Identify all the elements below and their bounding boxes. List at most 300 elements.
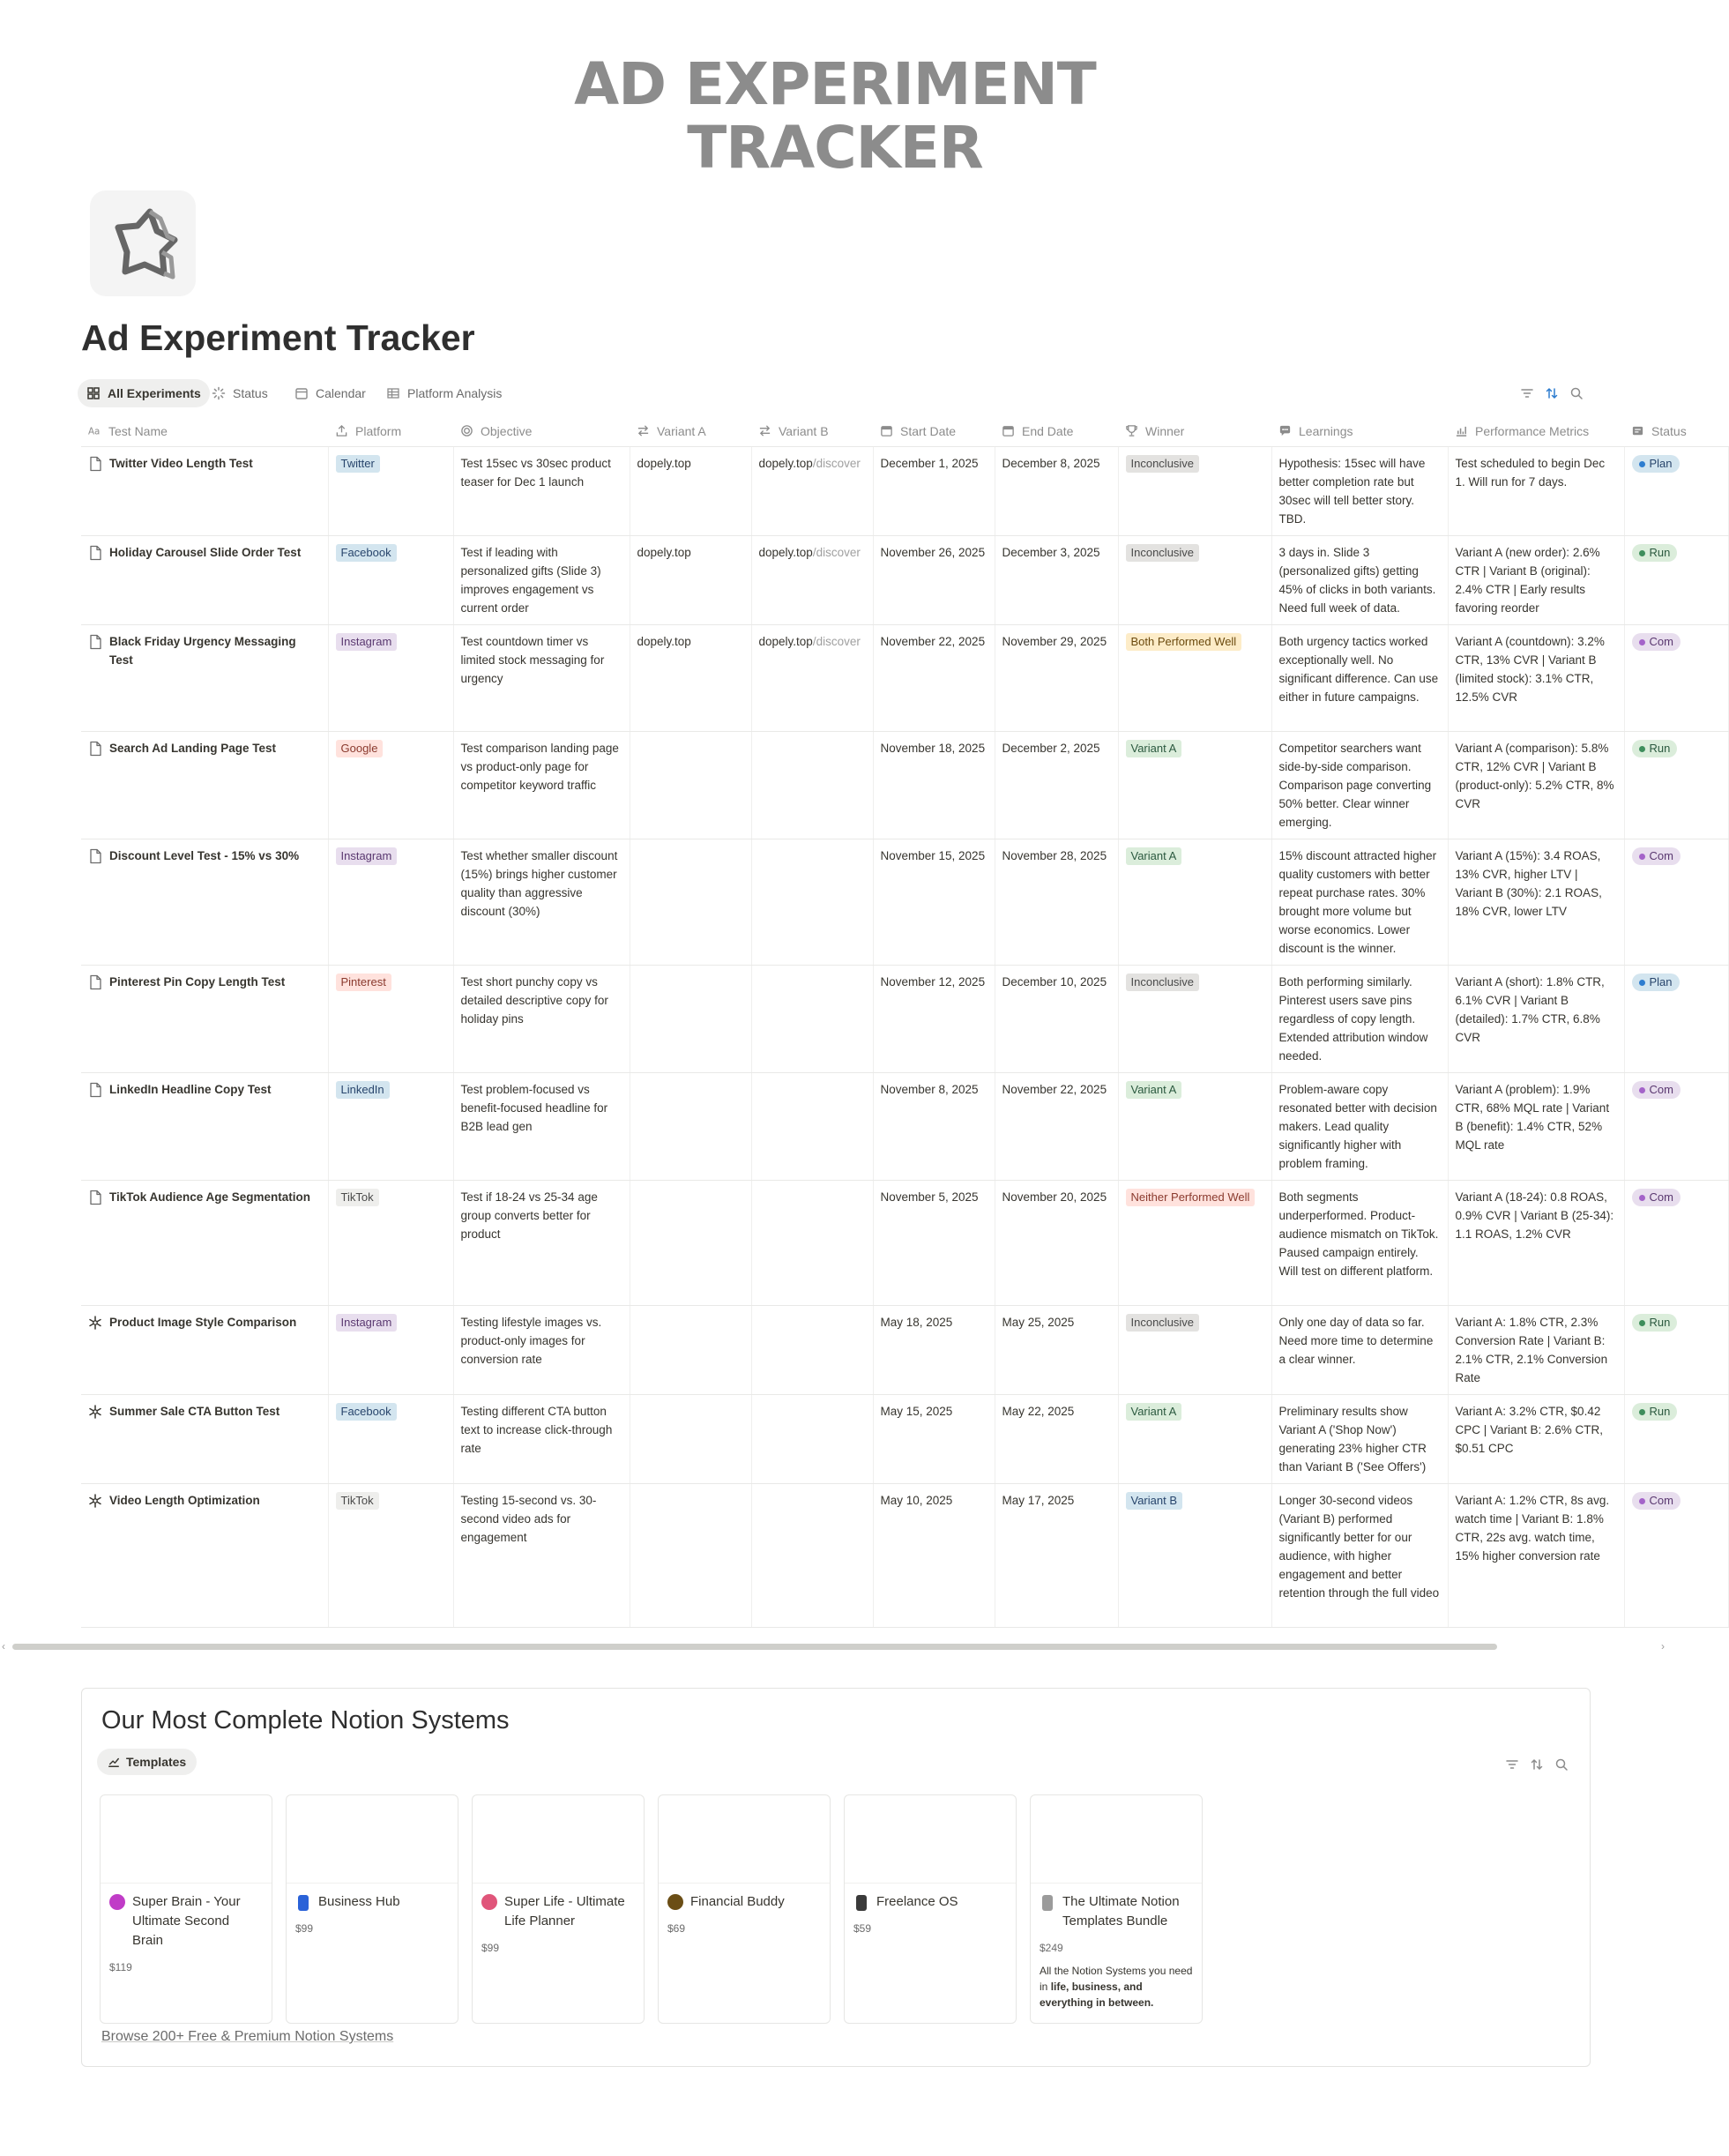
status-badge — [1632, 1492, 1681, 1510]
start-date-cell[interactable] — [873, 1305, 995, 1394]
column-header-platform[interactable] — [328, 416, 453, 446]
status-cell[interactable] — [1624, 1305, 1728, 1394]
status-badge — [1632, 1081, 1681, 1099]
objective-cell[interactable] — [453, 839, 630, 965]
test-name-cell[interactable] — [81, 1072, 328, 1180]
metrics-text: Variant A (new order): 2.6% CTR | Variant B (original): 2.4% CTR | Early results favoring reorder — [1455, 545, 1600, 615]
status-cell[interactable] — [1624, 535, 1728, 624]
performance-metrics-cell[interactable] — [1448, 1180, 1624, 1305]
status-dot-icon — [1639, 1320, 1645, 1326]
learnings-text: Hypothesis: 15sec will have better completion rate but 30sec will tell better story. TBD. — [1278, 456, 1426, 526]
page-icon — [88, 973, 102, 990]
card-title: Financial Buddy — [690, 1894, 785, 1909]
winner-cell[interactable] — [1118, 624, 1271, 731]
table-row[interactable] — [81, 731, 1728, 839]
winner-tag: Inconclusive — [1126, 544, 1200, 562]
learnings-cell[interactable] — [1271, 1305, 1448, 1394]
status-label: Com — [1649, 1083, 1673, 1096]
learnings-text: Longer 30-second videos (Variant B) performed significantly better for our audience, with higher engagement and better retention through the full video — [1278, 1493, 1440, 1600]
calendar-icon — [294, 386, 309, 400]
sort-icon[interactable] — [1530, 1757, 1544, 1772]
status-dot-icon — [1639, 854, 1645, 860]
scrollbar-thumb[interactable] — [12, 1644, 1497, 1650]
performance-metrics-cell[interactable] — [1448, 731, 1624, 839]
variant-b-link[interactable] — [759, 457, 861, 470]
tab-all-experiments[interactable] — [78, 379, 210, 407]
loader-icon — [212, 386, 226, 400]
table-row[interactable] — [81, 1072, 1728, 1180]
test-name: Product Image Style Comparison — [109, 1315, 297, 1329]
platform-tag: LinkedIn — [336, 1081, 390, 1099]
snowflake-icon — [88, 1491, 102, 1509]
variant-b-cell[interactable] — [751, 446, 873, 535]
end-date: November 20, 2025 — [1002, 1190, 1107, 1204]
learnings-text: Both urgency tactics worked exceptionally well. No significant difference. Can use either in future campaigns. — [1278, 634, 1439, 704]
table-row[interactable] — [81, 1180, 1728, 1305]
platform-cell[interactable] — [328, 1394, 453, 1483]
tab-calendar[interactable] — [286, 379, 375, 407]
variant-a-cell[interactable] — [630, 446, 751, 535]
status-dot-icon — [1639, 746, 1645, 752]
start-date-cell[interactable] — [873, 535, 995, 624]
template-card[interactable] — [1030, 1794, 1203, 2024]
scroll-right-icon[interactable]: › — [1661, 1640, 1665, 1652]
objective-text: Test if leading with personalized gifts (Slide 3) improves engagement vs current order — [460, 545, 601, 615]
horizontal-scrollbar[interactable] — [0, 1640, 1670, 1652]
table-row[interactable] — [81, 446, 1728, 535]
card-cover — [287, 1795, 458, 1884]
variant-a-cell[interactable] — [630, 731, 751, 839]
page-icon — [88, 632, 102, 650]
platform-tag: TikTok — [336, 1189, 379, 1206]
variant-a-cell[interactable] — [630, 1483, 751, 1627]
column-header-end-date[interactable] — [995, 416, 1118, 446]
status-dot-icon — [1639, 1195, 1645, 1201]
performance-metrics-cell[interactable] — [1448, 1394, 1624, 1483]
platform-tag: Facebook — [336, 544, 397, 562]
end-date: December 10, 2025 — [1002, 974, 1107, 988]
tab-templates[interactable] — [97, 1749, 197, 1775]
filter-icon[interactable] — [1520, 386, 1534, 400]
variant-a-link: dopely.top — [637, 545, 691, 559]
column-header-label: Test Name — [108, 423, 168, 438]
variant-a-cell[interactable] — [630, 1180, 751, 1305]
learnings-cell[interactable] — [1271, 1394, 1448, 1483]
status-cell[interactable] — [1624, 446, 1728, 535]
experiments-table — [81, 416, 1687, 1621]
performance-metrics-cell[interactable] — [1448, 965, 1624, 1072]
template-card[interactable] — [472, 1794, 645, 2024]
learnings-cell[interactable] — [1271, 624, 1448, 731]
table-row[interactable] — [81, 839, 1728, 965]
learnings-cell[interactable] — [1271, 1483, 1448, 1627]
variant-b-cell[interactable] — [751, 1305, 873, 1394]
column-header-label: Variant A — [657, 423, 706, 438]
notion-systems-section — [81, 1688, 1591, 2067]
learnings-text: Preliminary results show Variant A ('Shop Now') generating 23% higher CTR than Variant B ('See Offers') — [1278, 1404, 1427, 1473]
column-header-performance-metrics[interactable] — [1448, 416, 1624, 446]
metrics-text: Variant A: 3.2% CTR, $0.42 CPC | Variant B: 2.6% CTR, $0.51 CPC — [1455, 1404, 1604, 1455]
end-date: May 17, 2025 — [1002, 1493, 1075, 1507]
filter-icon[interactable] — [1505, 1757, 1519, 1772]
test-name-cell[interactable] — [81, 1483, 328, 1627]
objective-cell[interactable] — [453, 1072, 630, 1180]
table-row[interactable] — [81, 1394, 1728, 1483]
status-dot-icon — [1639, 1409, 1645, 1415]
learnings-cell[interactable] — [1271, 731, 1448, 839]
start-date-cell[interactable] — [873, 1072, 995, 1180]
test-name-cell[interactable] — [81, 1305, 328, 1394]
start-date-cell[interactable] — [873, 839, 995, 965]
start-date-cell[interactable] — [873, 446, 995, 535]
column-header-start-date[interactable] — [873, 416, 995, 446]
column-header-label: Performance Metrics — [1475, 423, 1590, 438]
platform-cell[interactable] — [328, 535, 453, 624]
start-date-cell[interactable] — [873, 731, 995, 839]
variant-b-path: /discover — [812, 634, 861, 648]
table-row[interactable] — [81, 1305, 1728, 1394]
end-date: December 8, 2025 — [1002, 456, 1100, 470]
objective-cell[interactable] — [453, 1305, 630, 1394]
end-date-cell[interactable] — [995, 1305, 1118, 1394]
test-name-cell[interactable] — [81, 839, 328, 965]
test-name-cell[interactable] — [81, 965, 328, 1072]
start-date-cell[interactable] — [873, 624, 995, 731]
learnings-text: 15% discount attracted higher quality customers with better repeat purchase rates. 30% brought more volume but worse economics. Lower discount is the winner. — [1278, 848, 1437, 955]
column-header-variant-a[interactable] — [630, 416, 751, 446]
start-date: November 18, 2025 — [880, 741, 986, 755]
variant-b-link[interactable] — [759, 546, 861, 559]
target-icon — [460, 424, 473, 437]
title-icon — [88, 424, 101, 437]
column-header-label: Learnings — [1299, 423, 1353, 438]
performance-metrics-cell[interactable] — [1448, 624, 1624, 731]
test-name: Holiday Carousel Slide Order Test — [109, 545, 302, 559]
sort-icon[interactable] — [1545, 386, 1559, 400]
column-header-winner[interactable] — [1118, 416, 1271, 446]
tab-status[interactable] — [203, 379, 277, 407]
test-name: TikTok Audience Age Segmentation — [109, 1190, 311, 1204]
variant-b-cell[interactable] — [751, 1072, 873, 1180]
variant-b-cell[interactable] — [751, 839, 873, 965]
browse-link[interactable]: Browse 200+ Free & Premium Notion Systems — [101, 2029, 394, 2044]
test-name: LinkedIn Headline Copy Test — [109, 1082, 272, 1096]
performance-metrics-cell[interactable] — [1448, 446, 1624, 535]
platform-cell[interactable] — [328, 1305, 453, 1394]
performance-metrics-cell[interactable] — [1448, 839, 1624, 965]
table-icon — [386, 386, 400, 400]
objective-text: Testing 15-second vs. 30-second video ads for engagement — [460, 1493, 597, 1544]
objective-text: Test if 18-24 vs 25-34 age group converts better for product — [460, 1190, 598, 1241]
test-name-cell[interactable] — [81, 1180, 328, 1305]
platform-cell[interactable] — [328, 965, 453, 1072]
variant-a-cell[interactable] — [630, 535, 751, 624]
winner-tag: Neither Performed Well — [1126, 1189, 1256, 1206]
learnings-cell[interactable] — [1271, 446, 1448, 535]
start-date: November 12, 2025 — [880, 974, 986, 988]
scroll-left-icon[interactable]: ‹ — [2, 1640, 5, 1652]
winner-tag: Variant A — [1126, 1403, 1182, 1421]
end-date-cell[interactable] — [995, 1072, 1118, 1180]
variant-b-cell[interactable] — [751, 1394, 873, 1483]
metrics-text: Variant A (problem): 1.9% CTR, 68% MQL rate | Variant B (benefit): 1.4% CTR, 52% MQL rate — [1455, 1082, 1610, 1152]
platform-cell[interactable] — [328, 1072, 453, 1180]
end-date: November 28, 2025 — [1002, 848, 1107, 862]
test-name-cell[interactable] — [81, 731, 328, 839]
brain-icon — [109, 1894, 125, 1910]
variant-b-cell[interactable] — [751, 965, 873, 1072]
end-date-cell[interactable] — [995, 535, 1118, 624]
objective-cell[interactable] — [453, 1394, 630, 1483]
platform-tag: Facebook — [336, 1403, 397, 1421]
column-header-objective[interactable] — [453, 416, 630, 446]
winner-cell[interactable] — [1118, 731, 1271, 839]
trophy-icon — [1125, 424, 1138, 437]
objective-cell[interactable] — [453, 446, 630, 535]
metrics-text: Variant A (short): 1.8% CTR, 6.1% CVR | Variant B (detailed): 1.7% CTR, 6.8% CVR — [1455, 974, 1605, 1044]
learnings-text: 3 days in. Slide 3 (personalized gifts) getting 45% of clicks in both variants. Need full week of data. — [1278, 545, 1436, 615]
table-row[interactable] — [81, 624, 1728, 731]
platform-tag: Instagram — [336, 1314, 398, 1332]
page-title: Ad Experiment Tracker — [81, 317, 475, 358]
card-cover — [845, 1795, 1016, 1884]
table-header-row — [81, 416, 1728, 446]
tab-platform-analysis[interactable] — [377, 379, 511, 407]
start-date: November 5, 2025 — [880, 1190, 979, 1204]
performance-metrics-cell[interactable] — [1448, 1483, 1624, 1627]
performance-metrics-cell[interactable] — [1448, 1072, 1624, 1180]
column-header-status[interactable] — [1624, 416, 1728, 446]
winner-cell[interactable] — [1118, 535, 1271, 624]
variant-b-cell[interactable] — [751, 535, 873, 624]
objective-cell[interactable] — [453, 535, 630, 624]
table-row[interactable] — [81, 535, 1728, 624]
laptop-icon — [856, 1895, 867, 1911]
objective-text: Test whether smaller discount (15%) brings higher customer quality than aggressive discount (30%) — [460, 848, 618, 918]
search-icon[interactable] — [1554, 1757, 1569, 1772]
card-price: $69 — [667, 1922, 686, 1935]
table-row[interactable] — [81, 965, 1728, 1072]
card-price: $119 — [109, 1961, 132, 1973]
status-cell[interactable] — [1624, 1180, 1728, 1305]
platform-cell[interactable] — [328, 731, 453, 839]
table-row[interactable] — [81, 1483, 1728, 1627]
learnings-cell[interactable] — [1271, 1072, 1448, 1180]
learnings-cell[interactable] — [1271, 1180, 1448, 1305]
platform-cell[interactable] — [328, 446, 453, 535]
test-name-cell[interactable] — [81, 535, 328, 624]
end-date: December 3, 2025 — [1002, 545, 1100, 559]
metrics-text: Variant A (18-24): 0.8 ROAS, 0.9% CVR | Variant B (25-34): 1.1 ROAS, 1.2% CVR — [1455, 1190, 1614, 1241]
card-title: Super Brain - Your Ultimate Second Brain — [132, 1894, 241, 1948]
winner-tag: Inconclusive — [1126, 455, 1200, 473]
page-icon — [88, 847, 102, 864]
winner-cell[interactable] — [1118, 1072, 1271, 1180]
variant-a-cell[interactable] — [630, 624, 751, 731]
template-card[interactable] — [844, 1794, 1017, 2024]
template-card[interactable] — [100, 1794, 272, 2024]
card-cover — [1031, 1795, 1202, 1884]
status-cell[interactable] — [1624, 1394, 1728, 1483]
end-date-cell[interactable] — [995, 839, 1118, 965]
start-date: May 15, 2025 — [880, 1404, 953, 1418]
board-icon — [86, 386, 101, 400]
winner-cell[interactable] — [1118, 1394, 1271, 1483]
variant-b-domain: dopely.top — [758, 634, 813, 648]
status-cell[interactable] — [1624, 839, 1728, 965]
winner-cell[interactable] — [1118, 839, 1271, 965]
end-date-cell[interactable] — [995, 446, 1118, 535]
card-price: $59 — [853, 1922, 872, 1935]
performance-metrics-cell[interactable] — [1448, 535, 1624, 624]
card-title: Super Life - Ultimate Life Planner — [504, 1894, 625, 1928]
variant-a-cell[interactable] — [630, 1305, 751, 1394]
banner-title-line-2: TRACKER — [687, 114, 983, 182]
platform-tag: Instagram — [336, 633, 398, 651]
learnings-cell[interactable] — [1271, 839, 1448, 965]
start-date-cell[interactable] — [873, 965, 995, 1072]
winner-cell[interactable] — [1118, 446, 1271, 535]
metrics-text: Variant A: 1.8% CTR, 2.3% Conversion Rate | Variant B: 2.1% CTR, 2.1% Conversion Rate — [1455, 1315, 1608, 1384]
test-name-cell[interactable] — [81, 624, 328, 731]
learnings-text: Only one day of data so far. Need more time to determine a clear winner. — [1278, 1315, 1434, 1366]
objective-text: Test 15sec vs 30sec product teaser for Dec 1 launch — [460, 456, 611, 489]
end-date-cell[interactable] — [995, 1180, 1118, 1305]
platform-cell[interactable] — [328, 839, 453, 965]
building-icon — [298, 1895, 309, 1911]
variant-a-link: dopely.top — [637, 634, 691, 648]
objective-cell[interactable] — [453, 1483, 630, 1627]
card-title: Business Hub — [318, 1894, 400, 1909]
variant-b-link[interactable] — [759, 635, 861, 648]
star-outline-icon — [101, 201, 185, 286]
trend-chart-icon — [108, 1756, 120, 1768]
winner-cell[interactable] — [1118, 1180, 1271, 1305]
column-header-label: Platform — [355, 423, 402, 438]
status-label: Com — [1649, 1190, 1673, 1204]
card-cover — [659, 1795, 830, 1884]
card-price: $249 — [1040, 1942, 1063, 1954]
start-date: November 26, 2025 — [880, 545, 986, 559]
status-label: Com — [1649, 1494, 1673, 1507]
objective-cell[interactable] — [453, 731, 630, 839]
start-date: December 1, 2025 — [880, 456, 979, 470]
variant-b-cell[interactable] — [751, 1483, 873, 1627]
status-dot-icon — [1639, 1498, 1645, 1504]
page-icon — [88, 1080, 102, 1098]
status-label: Run — [1649, 546, 1671, 559]
status-badge — [1632, 1314, 1678, 1332]
search-icon[interactable] — [1569, 386, 1584, 400]
column-header-learnings[interactable] — [1271, 416, 1448, 446]
start-date-cell[interactable] — [873, 1394, 995, 1483]
winner-tag: Variant A — [1126, 1081, 1182, 1099]
end-date-cell[interactable] — [995, 731, 1118, 839]
card-cover — [101, 1795, 272, 1884]
status-label: Run — [1649, 742, 1671, 755]
card-title: The Ultimate Notion Templates Bundle — [1062, 1894, 1180, 1928]
winner-tag: Variant A — [1126, 847, 1182, 865]
column-header-test-name[interactable] — [81, 416, 328, 446]
test-name-cell[interactable] — [81, 446, 328, 535]
table-body — [81, 446, 1728, 1627]
page-icon — [88, 1188, 102, 1205]
variant-a-cell[interactable] — [630, 839, 751, 965]
winner-tag: Both Performed Well — [1126, 633, 1242, 651]
status-cell[interactable] — [1624, 965, 1728, 1072]
objective-cell[interactable] — [453, 624, 630, 731]
platform-cell[interactable] — [328, 624, 453, 731]
calendar-icon — [880, 424, 893, 437]
winner-cell[interactable] — [1118, 1305, 1271, 1394]
column-header-label: Objective — [481, 423, 533, 438]
end-date-cell[interactable] — [995, 965, 1118, 1072]
variant-a-link: dopely.top — [637, 456, 691, 470]
learnings-cell[interactable] — [1271, 965, 1448, 1072]
banner-title-line-1: AD EXPERIMENT — [574, 50, 1096, 118]
winner-tag: Inconclusive — [1126, 974, 1200, 991]
objective-text: Testing different CTA button text to increase click-through rate — [460, 1404, 613, 1455]
objective-cell[interactable] — [453, 1180, 630, 1305]
cover-banner — [0, 50, 1670, 182]
learnings-cell[interactable] — [1271, 535, 1448, 624]
performance-metrics-cell[interactable] — [1448, 1305, 1624, 1394]
tab-label: All Experiments — [108, 386, 201, 400]
status-dot-icon — [1639, 1087, 1645, 1093]
metrics-text: Variant A (countdown): 3.2% CTR, 13% CVR | Variant B (limited stock): 3.1% CTR, 12.5% CVR — [1455, 634, 1605, 704]
variant-a-cell[interactable] — [630, 1394, 751, 1483]
start-date-cell[interactable] — [873, 1180, 995, 1305]
variant-b-cell[interactable] — [751, 1180, 873, 1305]
select-icon — [335, 424, 348, 437]
swap-icon — [637, 424, 650, 437]
column-header-variant-b[interactable] — [751, 416, 873, 446]
objective-cell[interactable] — [453, 965, 630, 1072]
bundle-icon — [1042, 1895, 1053, 1911]
status-cell[interactable] — [1624, 624, 1728, 731]
template-card[interactable] — [658, 1794, 831, 2024]
start-date: November 8, 2025 — [880, 1082, 979, 1096]
status-badge — [1632, 740, 1678, 757]
status-cell[interactable] — [1624, 1483, 1728, 1627]
end-date-cell[interactable] — [995, 1483, 1118, 1627]
variant-b-cell[interactable] — [751, 731, 873, 839]
tab-label: Platform Analysis — [407, 386, 503, 400]
winner-cell[interactable] — [1118, 1483, 1271, 1627]
winner-cell[interactable] — [1118, 965, 1271, 1072]
start-date-cell[interactable] — [873, 1483, 995, 1627]
test-name: Pinterest Pin Copy Length Test — [109, 974, 286, 988]
objective-text: Test problem-focused vs benefit-focused headline for B2B lead gen — [460, 1082, 608, 1133]
template-card[interactable] — [286, 1794, 458, 2024]
test-name-cell[interactable] — [81, 1394, 328, 1483]
variant-a-cell[interactable] — [630, 1072, 751, 1180]
platform-cell[interactable] — [328, 1180, 453, 1305]
test-name: Search Ad Landing Page Test — [109, 741, 277, 755]
page-icon[interactable] — [90, 190, 196, 296]
variant-a-cell[interactable] — [630, 965, 751, 1072]
end-date-cell[interactable] — [995, 1394, 1118, 1483]
end-date-cell[interactable] — [995, 624, 1118, 731]
variant-b-cell[interactable] — [751, 624, 873, 731]
objective-text: Test comparison landing page vs product-only page for competitor keyword traffic — [460, 741, 619, 792]
status-label: Run — [1649, 1405, 1671, 1418]
heart-icon — [481, 1894, 497, 1910]
card-description — [1040, 1963, 1193, 2011]
status-cell[interactable] — [1624, 1072, 1728, 1180]
status-cell[interactable] — [1624, 731, 1728, 839]
platform-cell[interactable] — [328, 1483, 453, 1627]
